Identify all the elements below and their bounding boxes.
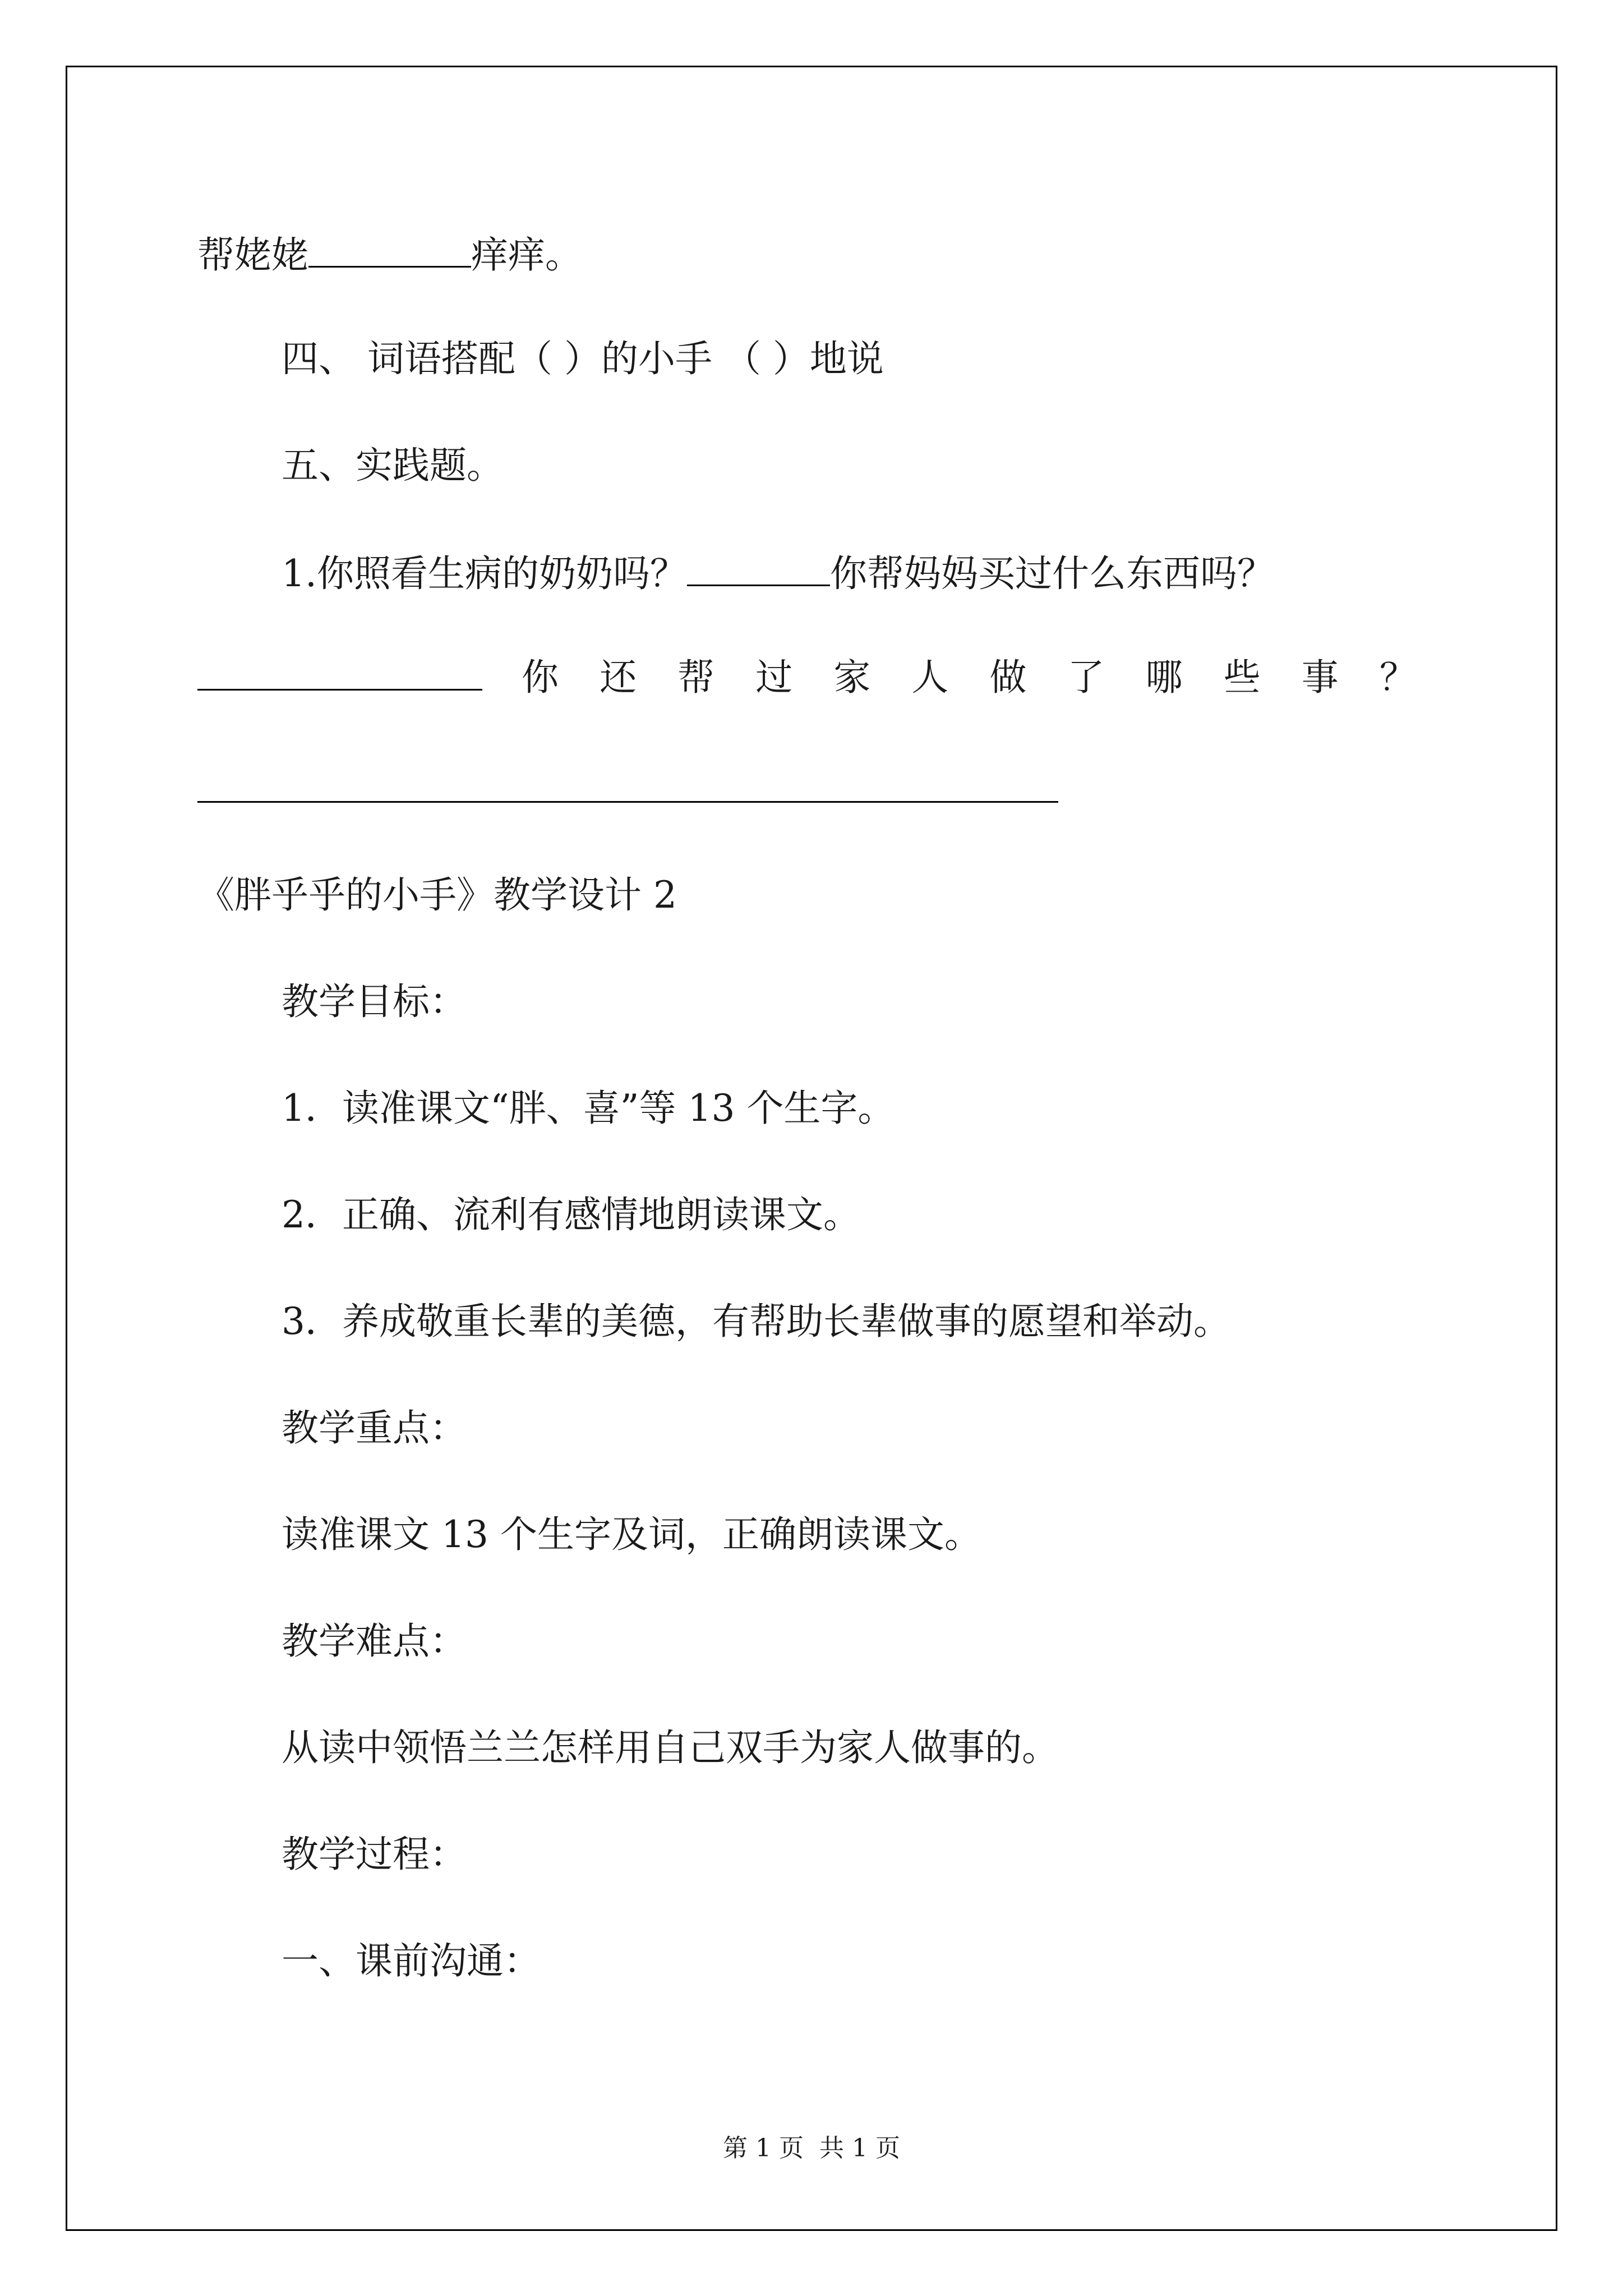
page-number: 第 1 页 xyxy=(723,2134,804,2162)
goal-1: 1．读准课文“胖、喜”等 13 个生字。 xyxy=(282,1087,895,1130)
goal-3: 3．养成敬重长辈的美德，有帮助长辈做事的愿望和举动。 xyxy=(282,1300,1230,1343)
answer-blank xyxy=(197,801,1058,803)
goals-heading: 教学目标： xyxy=(282,980,467,1023)
answer-blank xyxy=(308,231,471,268)
question-char: 哪 xyxy=(1145,656,1183,699)
process-heading: 教学过程： xyxy=(282,1833,467,1876)
focus-heading: 教学重点： xyxy=(282,1406,467,1450)
document-title: 《胖乎乎的小手》教学设计 2 xyxy=(197,873,677,917)
fill-blank-line xyxy=(197,231,582,278)
question-char: ？ xyxy=(1379,656,1417,699)
goal-2: 2．正确、流利有感情地朗读课文。 xyxy=(282,1193,860,1236)
question-char: 事 xyxy=(1301,656,1339,699)
section-4-heading: 四、 词语搭配（ ）的小手 （ ）地说 xyxy=(282,337,884,380)
question-text: 你帮妈妈买过什么东西吗？ xyxy=(829,552,1274,595)
question-char: 人 xyxy=(911,656,949,699)
question-1 xyxy=(282,550,1274,596)
question-1-continued xyxy=(522,655,1417,700)
difficulty-heading: 教学难点： xyxy=(282,1619,467,1663)
answer-blank xyxy=(197,689,482,691)
difficulty-text: 从读中领悟兰兰怎样用自己双手为家人做事的。 xyxy=(282,1726,1059,1769)
page-border xyxy=(66,66,1557,2231)
page-footer xyxy=(0,2133,1623,2164)
question-char: 还 xyxy=(600,656,637,699)
page-total: 共 1 页 xyxy=(819,2134,900,2162)
question-char: 做 xyxy=(989,656,1027,699)
section-5-heading: 五、实践题。 xyxy=(282,444,504,487)
line-text: 痒痒。 xyxy=(471,233,582,277)
question-char: 家 xyxy=(833,656,871,699)
question-text: 1.你照看生病的奶奶吗？ xyxy=(282,552,687,595)
process-step-1: 一、课前沟通： xyxy=(282,1939,541,1982)
question-char: 帮 xyxy=(677,656,715,699)
answer-blank xyxy=(687,550,830,586)
question-char: 你 xyxy=(522,656,559,699)
focus-text: 读准课文 13 个生字及词，正确朗读课文。 xyxy=(282,1513,981,1556)
question-char: 过 xyxy=(755,656,793,699)
question-char: 了 xyxy=(1067,656,1105,699)
question-char: 些 xyxy=(1223,656,1261,699)
line-text: 帮姥姥 xyxy=(197,233,308,277)
